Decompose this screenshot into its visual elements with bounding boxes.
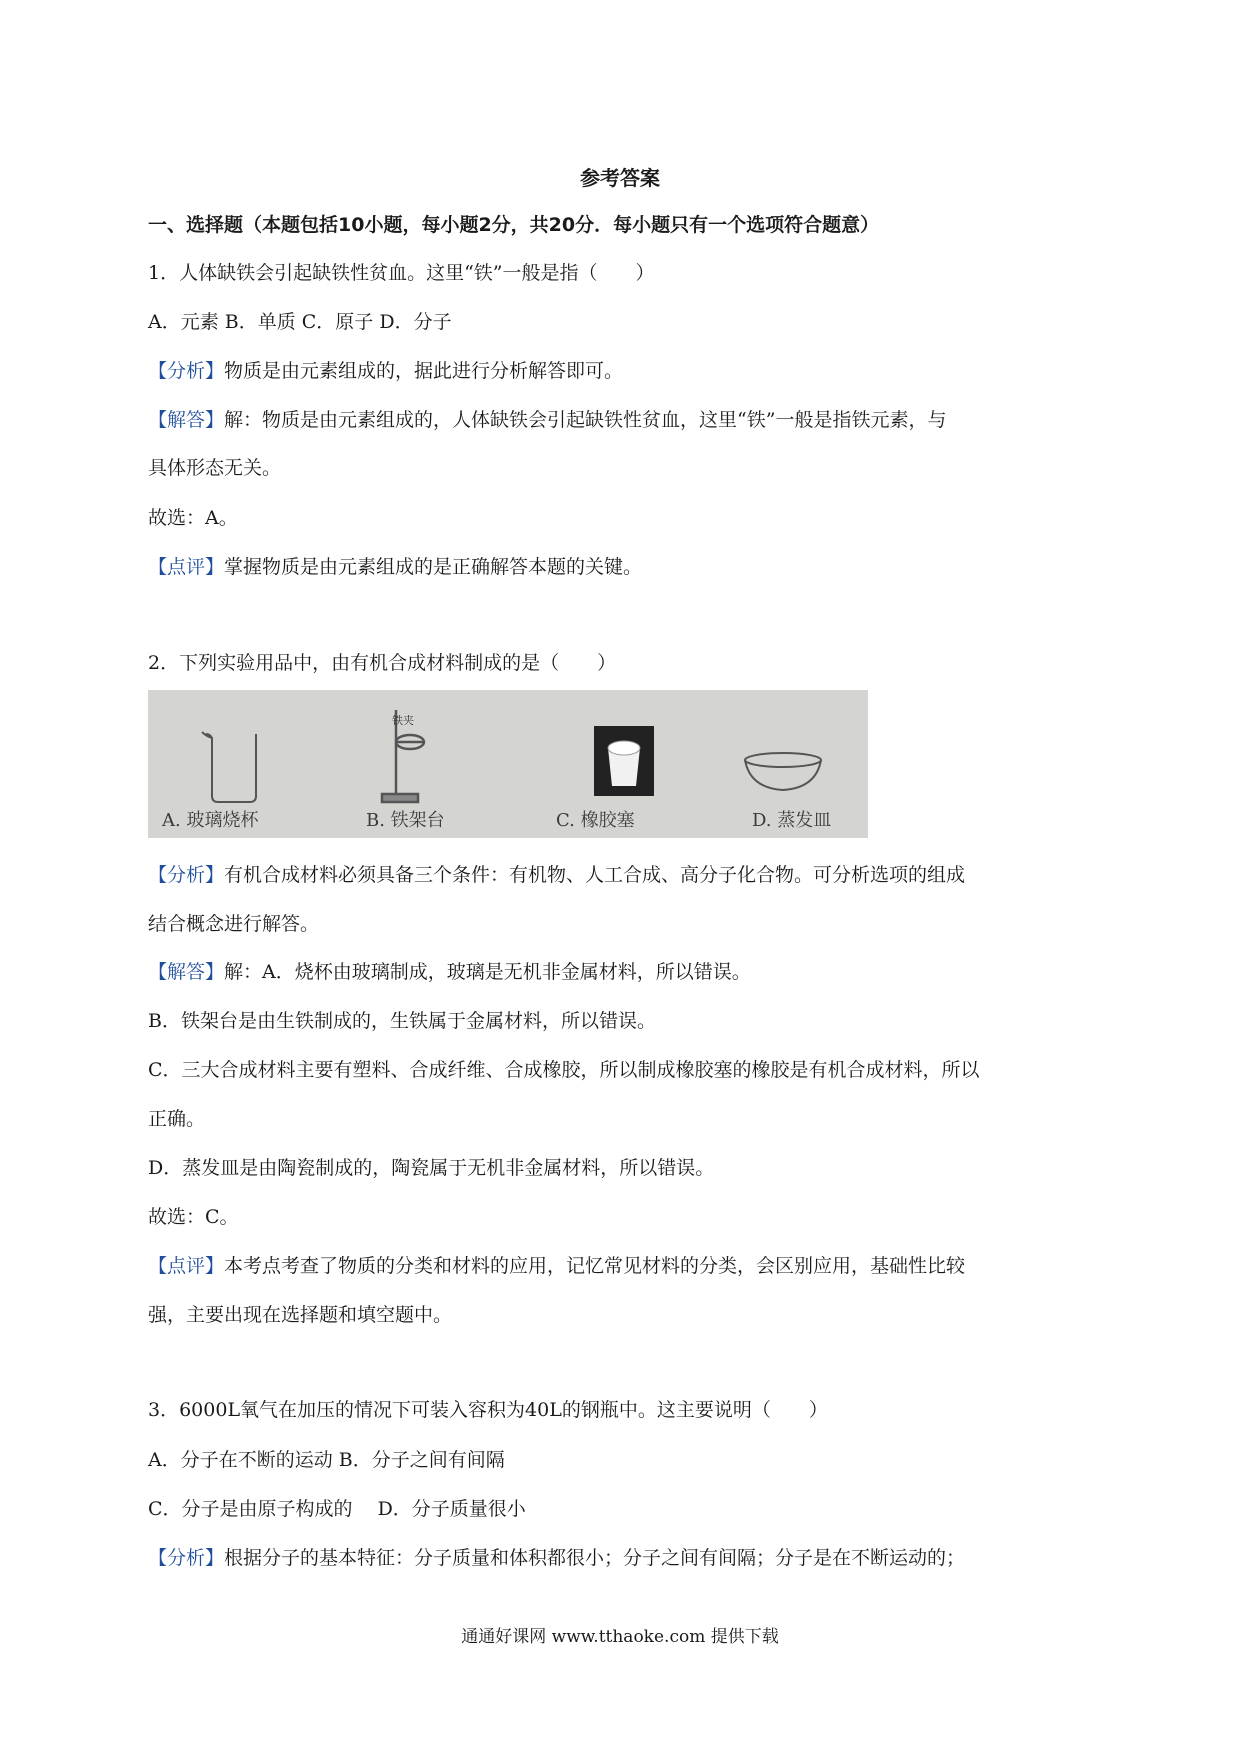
q2-review <box>148 1251 965 1278</box>
q3-question: 3．6000L氧气在加压的情况下可装入容积为40L的钢瓶中。这主要说明（ ） <box>148 1399 828 1421</box>
beaker-drawing <box>202 732 256 802</box>
q3-analysis <box>148 1543 965 1570</box>
q2-solution-c: C．三大合成材料主要有塑料、合成纤维、合成橡胶，所以制成橡胶塞的橡胶是有机合成材料，所以 <box>148 1059 980 1081</box>
analysis-tag: 【分析】 <box>148 360 225 382</box>
analysis-tag: 【分析】 <box>148 1547 225 1569</box>
q1-answer: 故选：A。 <box>148 507 238 529</box>
q1-options: A．元素 B．单质 C．原子 D．分子 <box>148 311 452 333</box>
analysis-text: 根据分子的基本特征：分子质量和体积都很小；分子之间有间隔；分子是在不断运动的； <box>224 1547 966 1569</box>
q2-review-cont: 强，主要出现在选择题和填空题中。 <box>148 1304 453 1326</box>
q3-options-1: A．分子在不断的运动 B．分子之间有间隔 <box>148 1449 505 1471</box>
q2-solution-b: B．铁架台是由生铁制成的，生铁属于金属材料，所以错误。 <box>148 1010 656 1032</box>
review-tag: 【点评】 <box>148 556 225 578</box>
q2-answer: 故选：C。 <box>148 1206 239 1228</box>
rubber-stopper-drawing <box>594 726 654 796</box>
section-heading: 一、选择题（本题包括10小题，每小题2分，共20分．每小题只有一个选项符合题意） <box>148 214 880 236</box>
page-title: 参考答案 <box>580 166 660 190</box>
q2-analysis-cont: 结合概念进行解答。 <box>148 913 320 935</box>
q1-solution-cont: 具体形态无关。 <box>148 457 282 479</box>
q1-review <box>148 552 642 579</box>
q2-analysis <box>148 860 965 887</box>
analysis-text: 有机合成材料必须具备三个条件：有机物、人工合成、高分子化合物。可分析选项的组成 <box>224 864 966 886</box>
q2-solution <box>148 957 751 984</box>
lab-equipment-figure <box>148 690 868 838</box>
q1-solution <box>148 405 946 432</box>
q2-solution-d: D．蒸发皿是由陶瓷制成的，陶瓷属于无机非金属材料，所以错误。 <box>148 1157 715 1179</box>
q2-solution-c-cont: 正确。 <box>148 1108 206 1130</box>
solution-tag: 【解答】 <box>148 961 225 983</box>
figure-label-b: B. 铁架台 <box>366 810 445 831</box>
clamp-label: 铁夹 <box>392 714 414 727</box>
q3-options-2: C．分子是由原子构成的 D．分子质量很小 <box>148 1498 526 1520</box>
analysis-text: 物质是由元素组成的，据此进行分析解答即可。 <box>224 360 624 382</box>
solution-text: 解：A．烧杯由玻璃制成，玻璃是无机非金属材料，所以错误。 <box>224 961 751 983</box>
review-text: 本考点考查了物质的分类和材料的应用，记忆常见材料的分类，会区别应用，基础性比较 <box>224 1255 966 1277</box>
q2-question: 2．下列实验用品中，由有机合成材料制成的是（ ） <box>148 652 617 674</box>
evaporating-dish-drawing <box>745 753 821 790</box>
solution-tag: 【解答】 <box>148 409 225 431</box>
figure-label-a: A. 玻璃烧杯 <box>162 810 259 831</box>
solution-text: 解：物质是由元素组成的，人体缺铁会引起缺铁性贫血，这里“铁”一般是指铁元素，与 <box>224 409 947 431</box>
figure-label-c: C. 橡胶塞 <box>556 810 635 831</box>
q1-question: 1．人体缺铁会引起缺铁性贫血。这里“铁”一般是指（ ） <box>148 262 655 284</box>
review-tag: 【点评】 <box>148 1255 225 1277</box>
page-footer: 通通好课网 www.tthaoke.com 提供下载 <box>461 1627 779 1647</box>
q1-analysis <box>148 356 623 383</box>
analysis-tag: 【分析】 <box>148 864 225 886</box>
review-text: 掌握物质是由元素组成的是正确解答本题的关键。 <box>224 556 643 578</box>
figure-label-d: D. 蒸发皿 <box>752 810 832 831</box>
